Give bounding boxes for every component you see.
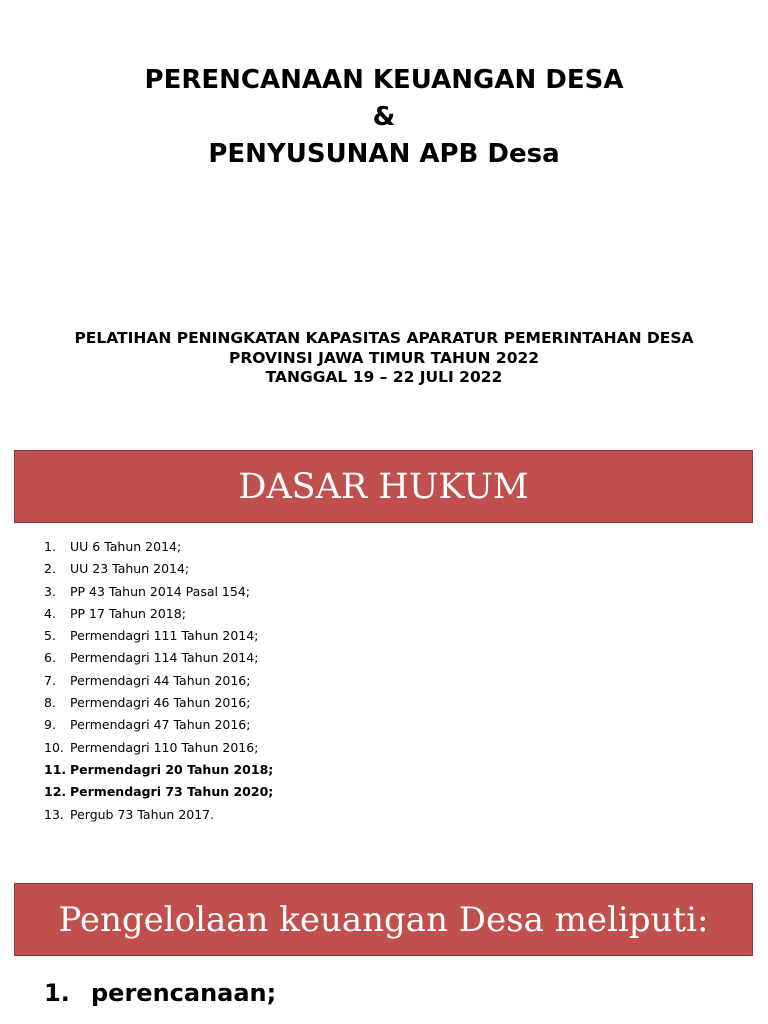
pengelolaan-list	[44, 972, 644, 1014]
list-number: 13.	[44, 806, 64, 822]
list-item-text: Permendagri 44 Tahun 2016;	[70, 672, 251, 688]
subtitle-line-1: PELATIHAN PENINGKATAN KAPASITAS APARATUR PEMERINTAHAN DESA	[74, 329, 694, 347]
dasar-hukum-item	[44, 558, 544, 580]
list-number: 12.	[44, 784, 67, 800]
dasar-hukum-banner	[14, 450, 753, 523]
list-item-text: UU 23 Tahun 2014;	[70, 561, 190, 577]
title-line-1: PERENCANAAN KEUANGAN DESA	[144, 65, 624, 95]
list-item-text: Permendagri 73 Tahun 2020;	[70, 784, 274, 800]
dasar-hukum-heading: DASAR HUKUM	[238, 467, 529, 507]
list-item-text: UU 6 Tahun 2014;	[70, 539, 182, 554]
dasar-hukum-item	[44, 536, 544, 558]
pengelolaan-item	[44, 972, 644, 1014]
dasar-hukum-item	[44, 804, 544, 826]
title-line-2: &	[372, 102, 396, 132]
list-item-text: Permendagri 114 Tahun 2014;	[70, 650, 259, 666]
list-number: 1.	[44, 539, 56, 554]
pengelolaan-banner	[14, 883, 753, 956]
list-item-text: perencanaan;	[91, 979, 277, 1007]
dasar-hukum-item	[44, 759, 544, 781]
training-subtitle	[0, 329, 768, 388]
dasar-hukum-item	[44, 714, 544, 736]
list-number: 4.	[44, 605, 56, 621]
pengelolaan-heading: Pengelolaan keuangan Desa meliputi:	[58, 900, 709, 940]
list-item-text: Permendagri 47 Tahun 2016;	[70, 717, 251, 733]
list-number: 11.	[44, 761, 67, 777]
dasar-hukum-item	[44, 737, 544, 759]
list-item-text: Permendagri 20 Tahun 2018;	[70, 761, 274, 777]
dasar-hukum-item	[44, 692, 544, 714]
dasar-hukum-item	[44, 670, 544, 692]
list-number: 9.	[44, 717, 56, 733]
title-line-3: PENYUSUNAN APB Desa	[208, 139, 560, 169]
dasar-hukum-item	[44, 647, 544, 669]
list-number: 5.	[44, 628, 56, 644]
dasar-hukum-item	[44, 625, 544, 647]
list-item-text: Permendagri 111 Tahun 2014;	[70, 628, 259, 644]
list-item-text: Permendagri 110 Tahun 2016;	[70, 739, 259, 755]
list-number: 3.	[44, 583, 56, 599]
subtitle-line-2: PROVINSI JAWA TIMUR TAHUN 2022	[228, 348, 540, 367]
dasar-hukum-item	[44, 603, 544, 625]
list-number: 10.	[44, 739, 64, 755]
list-item-text: Permendagri 46 Tahun 2016;	[70, 695, 251, 711]
dasar-hukum-list	[44, 536, 544, 826]
list-number: 6.	[44, 650, 56, 666]
list-item-text: PP 17 Tahun 2018;	[70, 605, 186, 621]
list-number: 1.	[44, 979, 70, 1007]
dasar-hukum-item	[44, 581, 544, 603]
dasar-hukum-item	[44, 781, 544, 803]
list-number: 8.	[44, 695, 56, 711]
document-title	[0, 62, 768, 173]
list-item-text: PP 43 Tahun 2014 Pasal 154;	[70, 583, 251, 599]
list-number: 2.	[44, 561, 56, 577]
list-number: 7.	[44, 672, 56, 688]
list-item-text: Pergub 73 Tahun 2017.	[70, 806, 215, 822]
subtitle-line-3: TANGGAL 19 – 22 JULI 2022	[265, 368, 503, 386]
